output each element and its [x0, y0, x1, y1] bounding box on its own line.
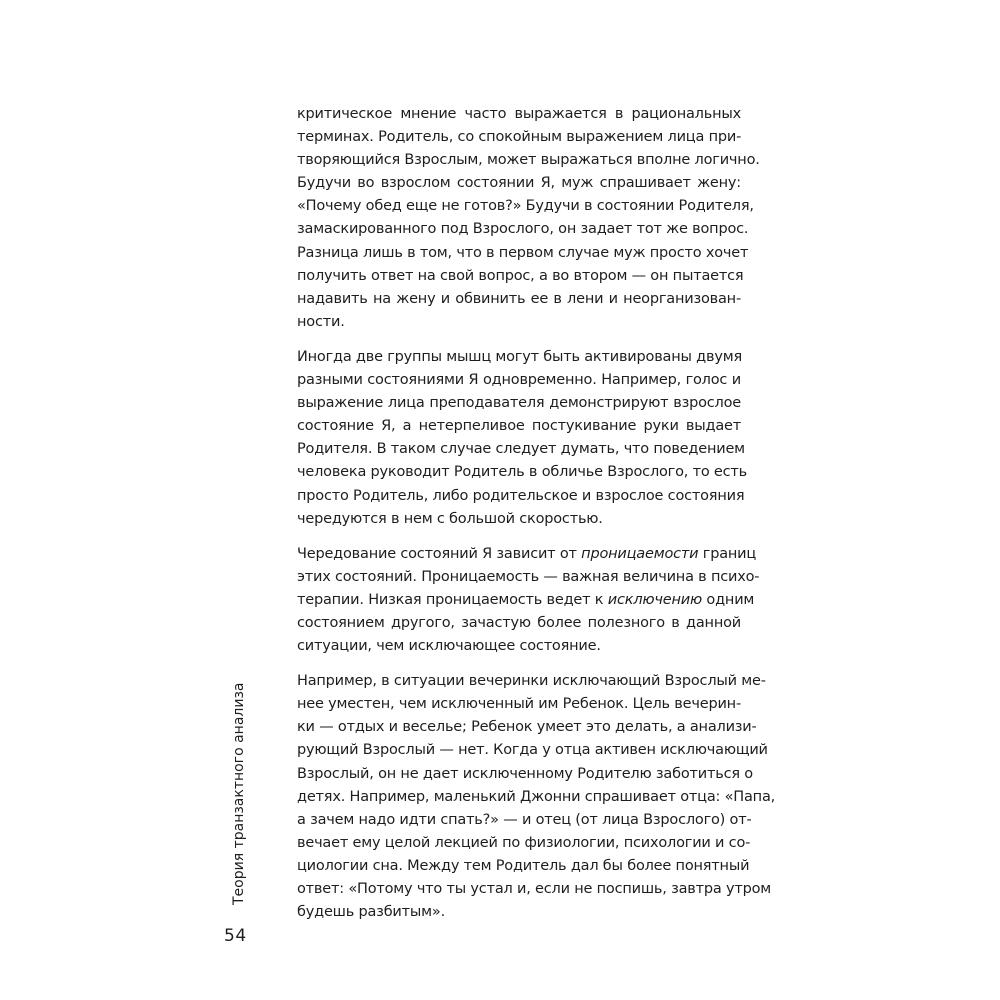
text-line: человека руководит Родитель в обличье Взрослого, то есть: [297, 464, 748, 481]
text-line: замаскированного под Взрослого, он задает тот же вопрос.: [297, 221, 749, 238]
text-line: вечает ему целой лекцией по физиологии, психологии и со-: [297, 834, 751, 851]
text-line: ности.: [297, 313, 345, 330]
text-line: терапии. Низкая проницаемость ведет к исключению одним: [297, 591, 755, 608]
paragraph-2: [297, 346, 748, 531]
paragraph-1: [297, 103, 760, 334]
paragraph-3: [297, 543, 760, 658]
text-line: выражение лица преподавателя демонстрируют взрослое: [297, 395, 741, 412]
text-line: состояние Я, а нетерпеливое постукивание руки выдает: [297, 418, 741, 435]
text-line: получить ответ на свой вопрос, а во втором — он пытается: [297, 267, 744, 284]
text-line: детях. Например, маленький Джонни спрашивает отца: «Папа,: [297, 788, 776, 805]
text-line: будешь разбитым».: [297, 904, 445, 921]
text-line: а зачем надо идти спать?» — и отец (от лица Взрослого) от-: [297, 811, 752, 828]
text-line: рующий Взрослый — нет. Когда у отца активен исключающий: [297, 742, 768, 759]
text-line: терминах. Родитель, со спокойным выражением лица при-: [297, 129, 742, 146]
text-line: просто Родитель, либо родительское и взрослое состояния: [297, 487, 745, 504]
text-line: циологии сна. Между тем Родитель дал бы более понятный: [297, 857, 750, 874]
italic-term: исключению: [607, 591, 703, 608]
text-line: Родителя. В таком случае следует думать, что поведением: [297, 441, 745, 458]
text-line: «Почему обед еще не готов?» Будучи в состоянии Родителя,: [297, 198, 754, 215]
paragraph-4: [297, 670, 776, 924]
body-text: [297, 103, 776, 936]
text-line: Иногда две группы мышц могут быть активированы двумя: [297, 348, 742, 365]
text-line: критическое мнение часто выражается в рациональных: [297, 106, 741, 122]
page-number: 54: [224, 926, 247, 946]
text-line: чередуются в нем с большой скоростью.: [297, 510, 603, 527]
text-line: Чередование состояний Я зависит от проницаемости границ: [297, 545, 757, 562]
text-line: Разница лишь в том, что в первом случае муж просто хочет: [297, 244, 749, 261]
running-head-text: Теория транзактного анализа: [231, 682, 247, 905]
text-line: надавить на жену и обвинить ее в лени и неорганизован-: [297, 290, 741, 307]
text-line: этих состояний. Проницаемость — важная величина в психо-: [297, 568, 760, 585]
text-line: Например, в ситуации вечеринки исключающий Взрослый ме-: [297, 673, 766, 690]
text-line: разными состояниями Я одновременно. Например, голос и: [297, 372, 741, 389]
italic-term: проницаемости: [581, 545, 699, 562]
text-line: состоянием другого, зачастую более полезного в данной: [297, 614, 741, 631]
text-line: Взрослый, он не дает исключенному Родителю заботиться о: [297, 765, 753, 782]
text-line: творяющийся Взрослым, может выражаться вполне логично.: [297, 152, 760, 169]
text-line: Будучи во взрослом состоянии Я, муж спрашивает жену:: [297, 175, 741, 192]
text-line: ответ: «Потому что ты устал и, если не поспишь, завтра утром: [297, 881, 772, 897]
text-line: ки — отдых и веселье; Ребенок умеет это делать, а анализи-: [297, 719, 757, 736]
text-line: ситуации, чем исключающее состояние.: [297, 638, 601, 655]
text-line: нее уместен, чем исключенный им Ребенок. Цель вечерин-: [297, 696, 741, 713]
